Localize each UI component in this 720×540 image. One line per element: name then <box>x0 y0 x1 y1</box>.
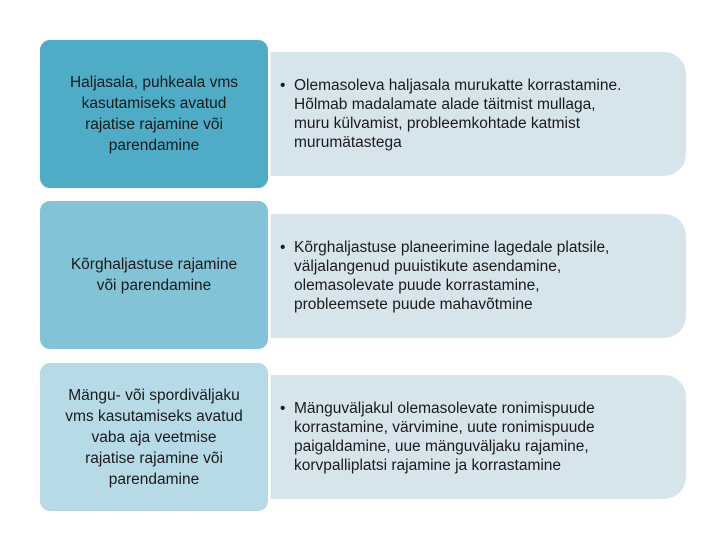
description-box-1 <box>250 52 686 176</box>
bullet-2: • <box>280 239 286 256</box>
description-text-2: Kõrghaljastuse planeerimine lagedale platsile, väljalangenud puuistikute asendamine, olemasolevate puude korrastamine, probleemsete puude mahavõtmine <box>294 239 610 313</box>
bullet-3: • <box>280 400 286 417</box>
description-text-1: Olemasoleva haljasala murukatte korrastamine. Hõlmab madalamate alade täitmist mullaga, muru külvamist, probleemkohtade katmist murumätastega <box>294 77 622 151</box>
description-text-3: Mänguväljakul olemasolevate ronimispuude korrastamine, värvimine, uute ronimispuude paigaldamine, uue mänguväljaku rajamine, korvpalliplatsi rajamine ja korrastamine <box>294 400 595 474</box>
bullet-1: • <box>280 77 286 94</box>
description-1 <box>280 76 621 152</box>
category-label-2: Kõrghaljastuse rajamine või parendamine <box>38 199 270 351</box>
description-3 <box>280 399 595 475</box>
category-label-1: Haljasala, puhkeala vms kasutamiseks avatud rajatise rajamine või parendamine <box>38 38 270 190</box>
category-label-3: Mängu- või spordiväljaku vms kasutamiseks avatud vaba aja veetmise rajatise rajamine või parendamine <box>38 361 270 513</box>
description-2 <box>280 238 609 314</box>
description-box-2 <box>250 214 686 338</box>
description-box-3 <box>250 375 686 499</box>
